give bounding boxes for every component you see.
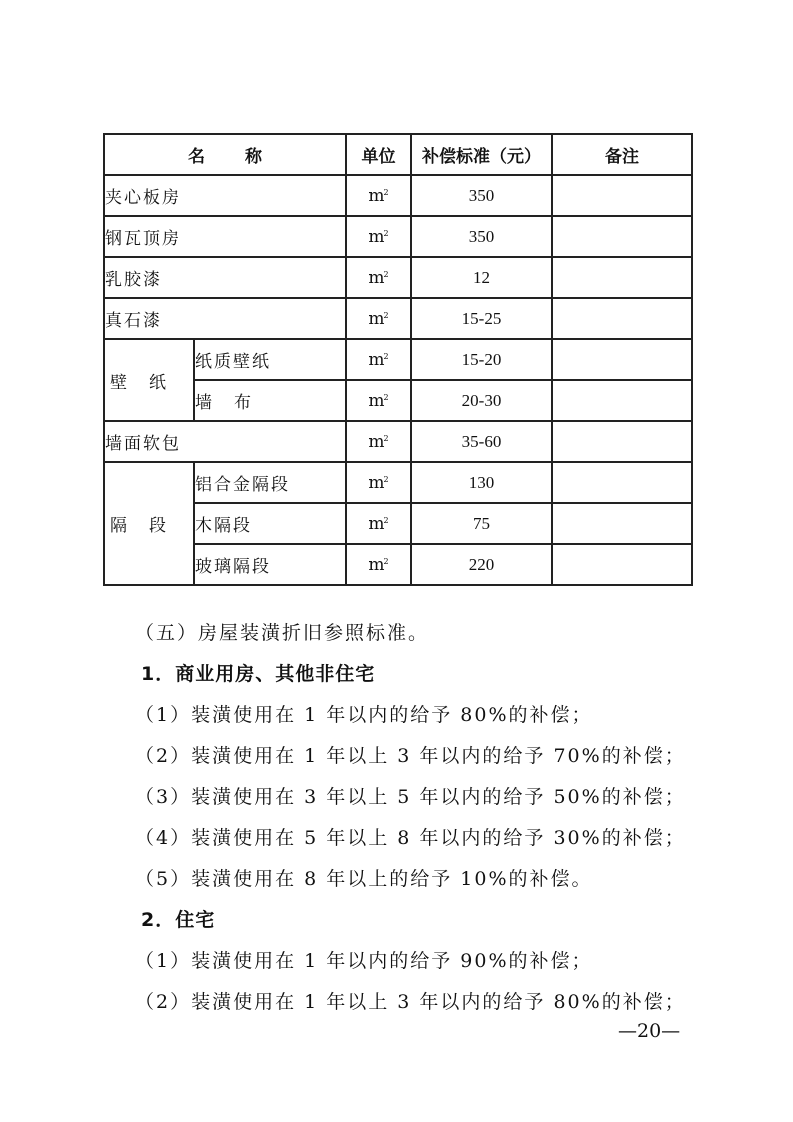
list-item: （1）装潢使用在 1 年以内的给予 80%的补偿； [135, 704, 593, 726]
item-remark [552, 544, 692, 585]
item-remark [552, 298, 692, 339]
table-header-row [104, 134, 692, 175]
item-unit: $m^2$ [346, 380, 411, 421]
item-name: 铝合金隔段 [194, 462, 346, 503]
item-name: 墙布 [194, 380, 346, 421]
item-name: 木隔段 [194, 503, 346, 544]
header-unit: 单位 [346, 134, 411, 175]
item-standard: 350 [411, 175, 552, 216]
table-row [104, 339, 692, 380]
item-unit: $m^2$ [346, 216, 411, 257]
section-heading-5: （五）房屋装潢折旧参照标准。 [135, 622, 430, 644]
item-name: 玻璃隔段 [194, 544, 346, 585]
item-remark [552, 421, 692, 462]
item-unit: $m^2$ [346, 544, 411, 585]
table-row [104, 298, 692, 339]
list-item: （2）装潢使用在 1 年以上 3 年以内的给予 80%的补偿； [135, 991, 686, 1013]
table-row [104, 175, 692, 216]
item-standard: 15-20 [411, 339, 552, 380]
item-standard: 12 [411, 257, 552, 298]
item-standard: 15-25 [411, 298, 552, 339]
item-unit: $m^2$ [346, 257, 411, 298]
list-item: （5）装潢使用在 8 年以上的给予 10%的补偿。 [135, 868, 593, 890]
item-unit: $m^2$ [346, 462, 411, 503]
group-partition: 隔段 [104, 462, 194, 585]
header-name: 名称 [104, 134, 346, 175]
header-remark: 备注 [552, 134, 692, 175]
group-wallpaper: 壁纸 [104, 339, 194, 421]
list-item: （4）装潢使用在 5 年以上 8 年以内的给予 30%的补偿； [135, 827, 686, 849]
item-remark [552, 216, 692, 257]
header-standard: 补偿标准（元） [411, 134, 552, 175]
list-item: （2）装潢使用在 1 年以上 3 年以内的给予 70%的补偿； [135, 745, 686, 767]
list-item: （1）装潢使用在 1 年以内的给予 90%的补偿； [135, 950, 593, 972]
item-remark [552, 339, 692, 380]
item-name: 墙面软包 [104, 421, 346, 462]
table-row [104, 421, 692, 462]
item-unit: $m^2$ [346, 503, 411, 544]
item-standard: 130 [411, 462, 552, 503]
list-item: （3）装潢使用在 3 年以上 5 年以内的给予 50%的补偿； [135, 786, 686, 808]
table-row [104, 462, 692, 503]
page-number: —20— [618, 1020, 681, 1042]
item-unit: $m^2$ [346, 298, 411, 339]
item-name: 纸质壁纸 [194, 339, 346, 380]
item-remark [552, 380, 692, 421]
item-unit: $m^2$ [346, 421, 411, 462]
item-name: 钢瓦顶房 [104, 216, 346, 257]
item-standard: 220 [411, 544, 552, 585]
item-name: 真石漆 [104, 298, 346, 339]
item-standard: 20-30 [411, 380, 552, 421]
item-unit: $m^2$ [346, 339, 411, 380]
table-row [104, 216, 692, 257]
item-standard: 75 [411, 503, 552, 544]
item-name: 夹心板房 [104, 175, 346, 216]
item-standard: 350 [411, 216, 552, 257]
subheading-residential: 2．住宅 [141, 909, 216, 931]
item-remark [552, 257, 692, 298]
item-unit: $m^2$ [346, 175, 411, 216]
item-remark [552, 175, 692, 216]
table-row [104, 257, 692, 298]
item-name: 乳胶漆 [104, 257, 346, 298]
subheading-commercial: 1．商业用房、其他非住宅 [141, 663, 376, 685]
item-standard: 35-60 [411, 421, 552, 462]
item-remark [552, 462, 692, 503]
compensation-table [103, 133, 693, 586]
item-remark [552, 503, 692, 544]
